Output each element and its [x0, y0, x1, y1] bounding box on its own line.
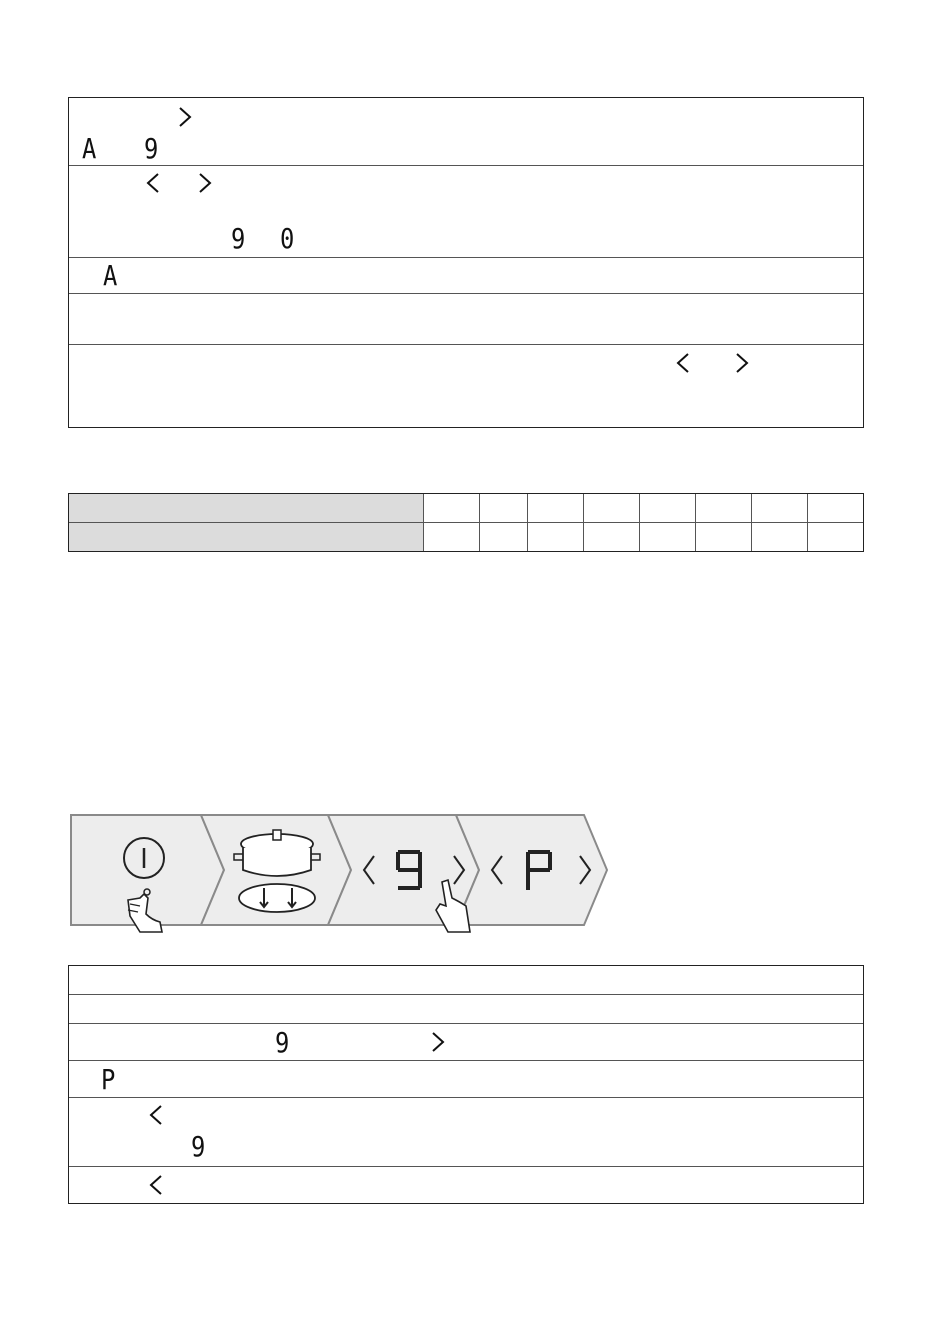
table1-row-divider [69, 165, 863, 166]
table3-row-divider [69, 1166, 863, 1167]
display-glyph-0: 0 [280, 222, 295, 255]
display-glyph-9: 9 [231, 222, 246, 255]
display-glyph-9: 9 [144, 132, 159, 165]
table2-col-divider [479, 494, 480, 551]
table1-row-divider [69, 257, 863, 258]
table3-row-divider [69, 1023, 863, 1024]
chevron-right-icon [431, 1031, 445, 1053]
table2-col-divider [639, 494, 640, 551]
chevron-right-icon [198, 172, 212, 194]
display-glyph-a: A [103, 259, 118, 292]
table2-col-divider [527, 494, 528, 551]
chevron-left-icon [149, 1104, 163, 1126]
table2-header-cell [69, 523, 423, 551]
chevron-left-icon [146, 172, 160, 194]
chevron-left-icon [149, 1174, 163, 1196]
table1-row-divider [69, 344, 863, 345]
table2-col-divider [807, 494, 808, 551]
instruction-table-1 [68, 97, 864, 428]
chevron-right-icon [735, 352, 749, 374]
table2-col-divider [423, 494, 424, 551]
display-glyph-9: 9 [275, 1026, 290, 1059]
table3-row-divider [69, 1060, 863, 1061]
table2-header-cell [69, 494, 423, 522]
step-panel-1 [71, 815, 224, 925]
chevron-right-icon [178, 106, 192, 128]
table2-col-divider [695, 494, 696, 551]
display-glyph-p: P [101, 1063, 116, 1096]
table2-col-divider [583, 494, 584, 551]
table2-col-divider [751, 494, 752, 551]
operation-steps-illustration [66, 810, 612, 935]
chevron-left-icon [676, 352, 690, 374]
table3-row-divider [69, 994, 863, 995]
table1-row-divider [69, 293, 863, 294]
display-glyph-a: A [82, 132, 97, 165]
table2-row-divider [69, 522, 863, 523]
table3-row-divider [69, 1097, 863, 1098]
instruction-table-2 [68, 965, 864, 1204]
pot-on-zone-icon [234, 830, 320, 912]
display-glyph-9: 9 [191, 1130, 206, 1163]
